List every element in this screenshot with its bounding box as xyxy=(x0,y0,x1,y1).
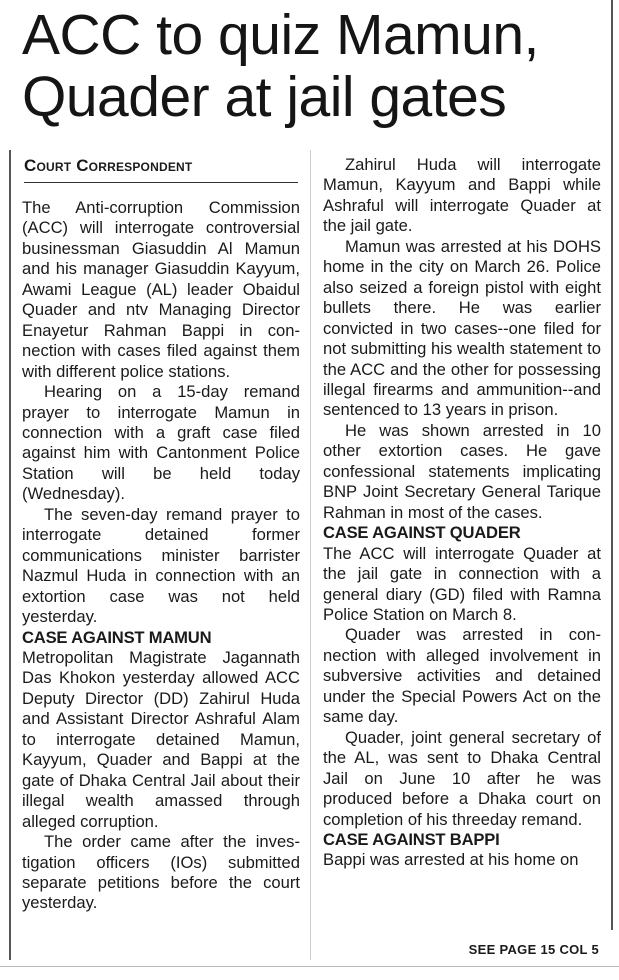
byline: Court Correspondent xyxy=(24,156,298,183)
subhead-case-against-bappi: CASE AGAINST BAPPI xyxy=(323,829,500,849)
paragraph: The seven-day remand prayer to interrogate detained former communications minister barrister Nazmul Huda in connection with an extortion case was not held yesterday. xyxy=(22,504,300,627)
paragraph: Quader, joint general secretary of the AL, was sent to Dhaka Central Jail on June 10 after he was produced before a Dhaka court on completion of his threeday remand. xyxy=(323,727,601,829)
paragraph: The ACC will interrogate Quader at the jail gate in connection with a general diary (GD) filed with Ramna Police Station on March 8. xyxy=(323,543,601,624)
paragraph: Quader was arrested in connection with alleged involvement in subversive activities and detained under the Special Powers Act on the same day. xyxy=(323,625,601,727)
subhead-case-against-quader: CASE AGAINST QUADER xyxy=(323,523,521,543)
paragraph: Metropolitan Magistrate Jagannath Das Khokon yesterday allowed ACC Deputy Director (DD) Zahirul Huda and Assistant Director Ashraful Alam to interrogate detained Mamun, Kayyum, Quader and Bappi at the gate of Dhaka Central Jail about their illegal wealth amassed through alleged corruption. xyxy=(22,647,300,831)
right-border-rule xyxy=(611,0,613,930)
paragraph: Mamun was arrested at his DOHS home in the city on March 26. Police also seized a foreign pistol with eight bullets there. He was earlier convicted in two cases--one filed for not submitting his wealth statement to the ACC and the other for possessing illegal firearms and ammunition--and sentenced to 13 years in prison. xyxy=(323,236,601,420)
left-column-rule xyxy=(9,150,11,960)
continuation-note: SEE PAGE 15 COL 5 xyxy=(468,942,599,957)
bottom-rule xyxy=(0,966,619,967)
paragraph: The Anti-corruption Commission (ACC) will interrogate controversial businessman Giasuddin Al Mamun and his manager Giasuddin Kayyum, Awami League (AL) leader Obaidul Quader and ntv Managing Director Enayetur Rahman Bappi in connection with cases filed against them with different police stations. xyxy=(22,198,300,381)
paragraph: The order came after the investigation officers (IOs) submitted separate petitions before the court yesterday. xyxy=(22,832,300,913)
paragraph: Hearing on a 15-day remand prayer to interrogate Mamun in connection with a graft case filed against him with Cantonment Police Station will be held today (Wednesday). xyxy=(22,382,300,504)
left-column xyxy=(22,198,300,914)
paragraph: Bappi was arrested at his home on xyxy=(323,850,579,870)
headline: ACC to quiz Mamun, Quader at jail gates xyxy=(22,3,539,129)
column-divider xyxy=(310,150,311,960)
subhead-case-against-mamun: CASE AGAINST MAMUN xyxy=(22,627,212,647)
paragraph: He was shown arrested in 10 other extortion cases. He gave confessional statements implicating BNP Joint Secretary General Tarique Rahman in most of the cases. xyxy=(323,420,601,522)
right-column xyxy=(323,155,601,871)
paragraph: Zahirul Huda will interrogate Mamun, Kayyum and Bappi while Ashraful will interrogate Quader at the jail gate. xyxy=(323,155,601,236)
